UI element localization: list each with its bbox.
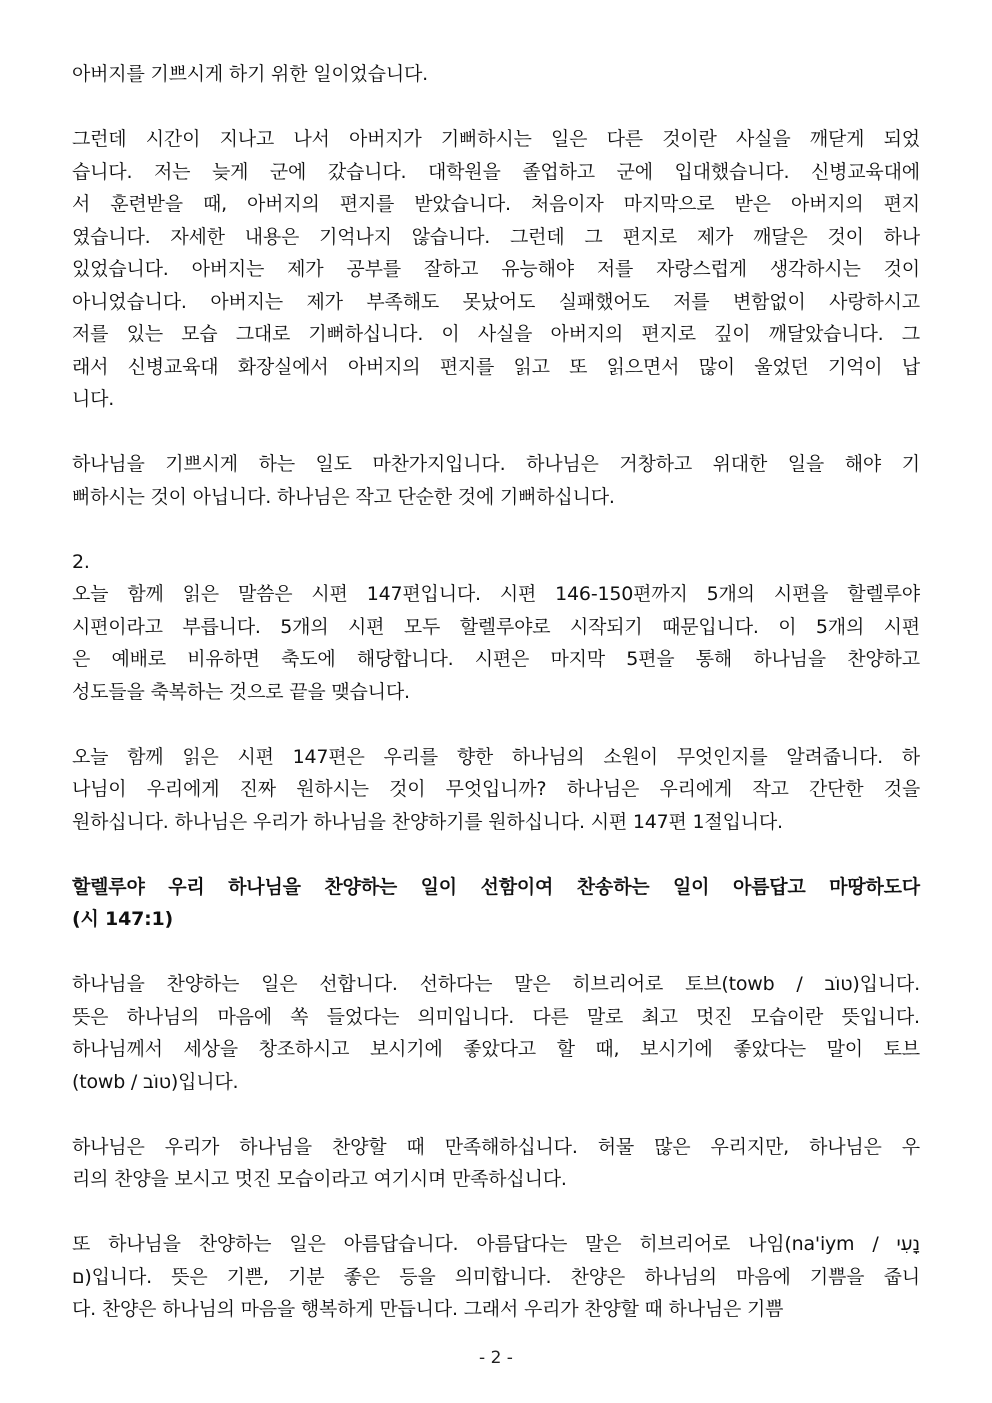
text-line: 서 훈련받을 때, 아버지의 편지를 받았습니다. 처음이자 마지막으로 받은 아버지의 편지: [72, 193, 920, 215]
paragraph-gap: [72, 838, 920, 871]
text-line: 아버지를 기쁘시게 하기 위한 일이었습니다.: [72, 63, 428, 85]
text-line: 하나님은 우리가 하나님을 찬양할 때 만족해하십니다. 허물 많은 우리지만, 하나님은 우: [72, 1135, 920, 1158]
text-line: ם)입니다. 뜻은 기쁜, 기분 좋은 등을 의미합니다. 찬양은 하나님의 마음에 기쁨을 줍니: [72, 1265, 920, 1288]
paragraph: [72, 741, 920, 839]
paragraph-gap: [72, 513, 920, 546]
paragraph-gap: [72, 1098, 920, 1131]
text-line: 하나님을 찬양하는 일은 선합니다. 선하다는 말은 히브리어로 토브(towb / טוֹב)입니다.: [72, 973, 920, 995]
text-line: (towb / טוֹב)입니다.: [72, 1070, 239, 1093]
text-line: 원하십니다. 하나님은 우리가 하나님을 찬양하기를 원하십니다. 시편 147편 1절입니다.: [72, 810, 783, 833]
text-line: 2.: [72, 550, 90, 573]
text-line: (시 147:1): [72, 908, 174, 930]
scripture-quote: [72, 871, 920, 936]
text-line: 니다.: [72, 388, 115, 410]
text-line: 그런데 시간이 지나고 나서 아버지가 기뻐하시는 일은 다른 것이란 사실을 깨닫게 되었: [72, 128, 920, 150]
page-number: - 2 -: [479, 1348, 513, 1368]
paragraph: [72, 1131, 920, 1196]
paragraph-gap: [72, 936, 920, 969]
text-line: 래서 신병교육대 화장실에서 아버지의 편지를 읽고 또 읽으면서 많이 울었던 기억이 납: [72, 355, 920, 378]
text-line: 아니었습니다. 아버지는 제가 부족해도 못났어도 실패했어도 저를 변함없이 사랑하시고: [72, 290, 920, 313]
document-body: [72, 58, 920, 1326]
paragraph-gap: [72, 1196, 920, 1229]
text-line: 였습니다. 자세한 내용은 기억나지 않습니다. 그런데 그 편지로 제가 깨달은 것이 하나: [72, 225, 920, 248]
paragraph: [72, 123, 920, 416]
paragraph: [72, 58, 920, 91]
text-line: 뻐하시는 것이 아닙니다. 하나님은 작고 단순한 것에 기뻐하십니다.: [72, 485, 615, 508]
paragraph-gap: [72, 708, 920, 741]
text-line: 은 예배로 비유하면 축도에 해당합니다. 시편은 마지막 5편을 통해 하나님을 찬양하고: [72, 648, 920, 670]
text-line: 오늘 함께 읽은 말씀은 시편 147편입니다. 시편 146-150편까지 5개의 시편을 할렐루야: [72, 583, 920, 605]
paragraph: [72, 448, 920, 513]
text-line: 리의 찬양을 보시고 멋진 모습이라고 여기시며 만족하십니다.: [72, 1168, 567, 1190]
paragraph-gap: [72, 416, 920, 449]
paragraph: [72, 1228, 920, 1326]
text-line: 뜻은 하나님의 마음에 쏙 들었다는 의미입니다. 다른 말로 최고 멋진 모습이란 뜻입니다.: [72, 1005, 920, 1028]
text-line: 하나님께서 세상을 창조하시고 보시기에 좋았다고 할 때, 보시기에 좋았다는 말이 토브: [72, 1038, 920, 1060]
paragraph: [72, 546, 920, 709]
text-line: 저를 있는 모습 그대로 기뻐하십니다. 이 사실을 아버지의 편지로 깊이 깨달았습니다. 그: [72, 323, 920, 345]
paragraph: [72, 968, 920, 1098]
text-line: 성도들을 축복하는 것으로 끝을 맺습니다.: [72, 680, 410, 703]
text-line: 나님이 우리에게 진짜 원하시는 것이 무엇입니까? 하나님은 우리에게 작고 간단한 것을: [72, 778, 920, 800]
text-line: 하나님을 기쁘시게 하는 일도 마찬가지입니다. 하나님은 거창하고 위대한 일을 해야 기: [72, 453, 920, 475]
text-line: 습니다. 저는 늦게 군에 갔습니다. 대학원을 졸업하고 군에 입대했습니다. 신병교육대에: [72, 160, 920, 183]
text-line: 또 하나님을 찬양하는 일은 아름답습니다. 아름답다는 말은 히브리어로 나임(na'iym / נָעִי: [72, 1233, 920, 1255]
text-line: 다. 찬양은 하나님의 마음을 행복하게 만듭니다. 그래서 우리가 찬양할 때 하나님은 기쁨: [72, 1298, 784, 1320]
text-line: 할렐루야 우리 하나님을 찬양하는 일이 선함이여 찬송하는 일이 아름답고 마땅하도다: [72, 875, 920, 898]
text-line: 있었습니다. 아버지는 제가 공부를 잘하고 유능해야 저를 자랑스럽게 생각하시는 것이: [72, 258, 920, 280]
text-line: 시편이라고 부릅니다. 5개의 시편 모두 할렐루야로 시작되기 때문입니다. 이 5개의 시편: [72, 615, 920, 638]
paragraph-gap: [72, 91, 920, 124]
text-line: 오늘 함께 읽은 시편 147편은 우리를 향한 하나님의 소원이 무엇인지를 알려줍니다. 하: [72, 745, 920, 768]
